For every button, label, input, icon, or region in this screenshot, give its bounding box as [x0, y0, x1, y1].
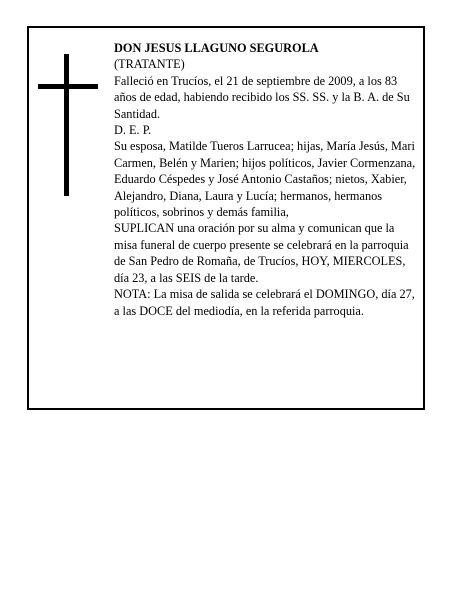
- obituary-text: [114, 40, 418, 319]
- dep-line: D. E. P.: [114, 123, 152, 138]
- funeral-request: SUPLICAN una oración por su alma y comunican que la misa funeral de cuerpo presente se celebrará en la parroquia de San Pedro de Romaña, de Trucíos, HOY, MIERCOLES, día 23, a las SEIS de la tarde.: [114, 221, 409, 285]
- cross-horizontal-bar: [38, 84, 98, 89]
- death-info: Falleció en Trucíos, el 21 de septiembre de 2009, a los 83 años de edad, habiendo recibido los SS. SS. y la B. A. de Su Santidad.: [114, 73, 410, 121]
- funeral-note: NOTA: La misa de salida se celebrará el DOMINGO, día 27, a las DOCE del mediodía, en la referida parroquia.: [114, 287, 415, 318]
- family-list: Su esposa, Matilde Tueros Larrucea; hijas, María Jesús, Mari Carmen, Belén y Marien; hijos políticos, Javier Cormenzana, Eduardo Céspedes y José Antonio Castaños; nietos, Xabier, Alejandro, Diana, Laura y Lucía; hermanos, hermanos políticos, sobrinos y demás familia,: [114, 139, 416, 220]
- deceased-nickname: (TRATANTE): [114, 57, 185, 72]
- cross-vertical-bar: [64, 54, 69, 196]
- deceased-name: DON JESUS LLAGUNO SEGUROLA: [114, 41, 319, 55]
- cross-icon: [38, 54, 98, 196]
